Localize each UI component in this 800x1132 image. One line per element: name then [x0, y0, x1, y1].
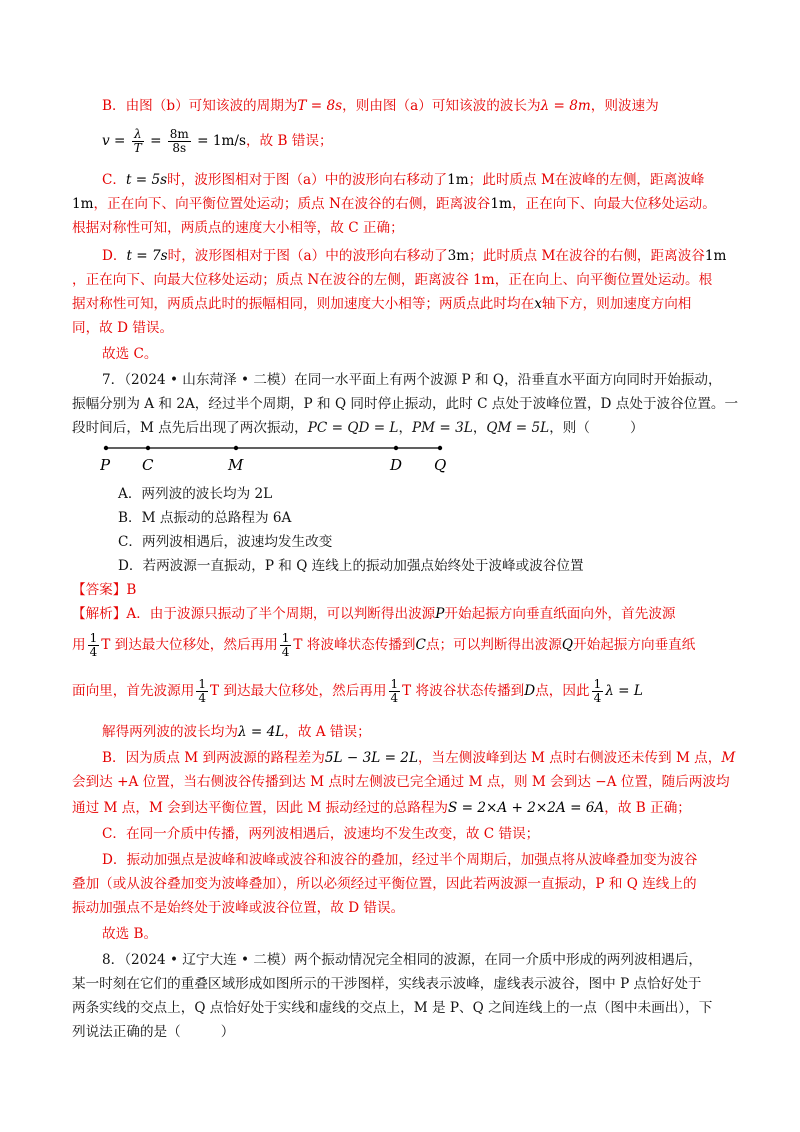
math: v =	[102, 133, 126, 149]
label-d: D	[390, 456, 403, 474]
point-m	[234, 446, 238, 450]
point-d	[394, 446, 398, 450]
fraction: $\frac{\lambda}{T}$	[133, 127, 142, 155]
analysis-line: B．因为质点 M 到两波源的路程差为5L − 3L = 2L，当左侧波峰到达 M 点时右侧波还未传到 M 点，M	[102, 750, 736, 766]
wave-source-line-diagram	[100, 440, 460, 476]
text-line: D．t = 7s时，波形图相对于图（a）中的波形向右移动了3m；此时质点 M在波谷的右侧，距离波谷1m	[102, 248, 727, 264]
analysis-line: 故选 B。	[102, 926, 158, 942]
question-line: 段时间后，M 点先后出现了两次振动，PC = QD = L，PM = 3L，QM = 5L，则（ ）	[72, 420, 644, 436]
text-line: ，正在向下、向最大位移处运动；质点 N在波谷的左侧，距离波谷 1m，正在向上、向平衡位置处运动。根	[72, 272, 713, 288]
math: T = 8s	[297, 98, 343, 114]
option-b: B．M 点振动的总路程为 6A	[118, 510, 292, 526]
point-q	[438, 446, 442, 450]
label-p: P	[100, 456, 111, 474]
analysis-line: 面向里，首先波源用 $\frac{1}{4}$ T 到达最大位移处，然后再用 $\frac{1}{4}$ T 将波谷状态传播到D点，因此 $\frac{1}{4}$ λ = L	[72, 677, 643, 705]
analysis-line: 解得两列波的波长均为λ = 4L，故 A 错误；	[102, 724, 371, 740]
text: ，故 B 错误；	[245, 133, 333, 149]
text: B．由图（b）可知该波的周期为	[102, 98, 298, 114]
analysis-line: 会到达 +A 位置，当右侧波谷传播到达 M 点时左侧波已完全通过 M 点，则 M 会到达 −A 位置，随后两波均	[72, 774, 730, 790]
math: =	[150, 133, 162, 149]
math: λ = 8m	[540, 98, 591, 114]
label-c: C	[142, 456, 154, 474]
point-c	[146, 446, 150, 450]
answer: 【答案】B	[72, 582, 137, 598]
text-line: 据对称性可知，两质点此时的振幅相同，则加速度大小相等；两质点此时均在x轴下方，则加速度方向相	[72, 296, 692, 312]
text-line: 故选 C。	[102, 346, 158, 362]
analysis-line: 振动加强点不是始终处于波峰或波谷位置，故 D 错误。	[72, 900, 405, 916]
analysis-line: 叠加（或从波谷叠加变为波峰叠加），所以必须经过平衡位置，因此若两波源一直振动，P 和 Q 连线上的	[72, 876, 697, 892]
analysis-line: 用 $\frac{1}{4}$ T 到达最大位移处，然后再用 $\frac{1}{4}$ T 将波峰状态传播到C点；可以判断得出波源Q开始起振方向垂直纸	[72, 631, 696, 659]
question-line: 某一时刻在它们的重叠区域形成如图所示的干涉图样，实线表示波峰，虚线表示波谷，图中 P 点恰好处于	[72, 976, 702, 992]
text-line: 根据对称性可知，两质点的速度大小相等，故 C 正确；	[72, 220, 404, 236]
label-m: M	[228, 456, 244, 474]
analysis-line: 通过 M 点，M 会到达平衡位置，因此 M 振动经过的总路程为S = 2×A + 2×2A = 6A，故 B 正确；	[72, 800, 691, 816]
analysis-line: D．振动加强点是波峰和波峰或波谷和波谷的叠加，经过半个周期后，加强点将从波峰叠加变为波谷	[102, 852, 698, 868]
formula-line	[102, 126, 333, 156]
label-q: Q	[434, 456, 447, 474]
text-line: 1m，正在向下、向平衡位置处运动；质点 N在波谷的右侧，距离波谷1m，正在向下、向最大位移处运动。	[72, 196, 716, 212]
fraction: $\frac{8m}{8s}$	[169, 127, 189, 155]
math: = 1m/s	[197, 133, 246, 149]
option-a: A．两列波的波长均为 2L	[118, 486, 273, 502]
text-line: 同，故 D 错误。	[72, 320, 174, 336]
question-line: 两条实线的交点上，Q 点恰好处于实线和虚线的交点上，M 是 P、Q 之间连线上的一点（图中未画出），下	[72, 1000, 713, 1016]
analysis-line: C．在同一介质中传播，两列波相遇后，波速均不发生改变，故 C 错误；	[102, 826, 540, 842]
text: ，则由图（a）可知该波的波长为	[342, 98, 541, 114]
option-c: C．两列波相遇后，波速均发生改变	[118, 534, 333, 550]
question-line: 8．（2024 • 辽宁大连 • 二模）两个振动情况完全相同的波源，在同一介质中形成的两列波相遇后，	[102, 952, 702, 968]
text: ，则波速为	[590, 98, 659, 114]
option-d: D．若两波源一直振动，P 和 Q 连线上的振动加强点始终处于波峰或波谷位置	[118, 558, 584, 574]
text-line	[102, 96, 659, 116]
question-line: 振幅分别为 A 和 2A，经过半个周期，P 和 Q 同时停止振动，此时 C 点处于波峰位置，D 点处于波谷位置。一	[72, 396, 739, 412]
text-line: C．t = 5s时，波形图相对于图（a）中的波形向右移动了1m；此时质点 M在波峰的左侧，距离波峰	[102, 172, 705, 188]
question-line: 列说法正确的是（ ）	[72, 1024, 235, 1040]
question-line: 7．（2024 • 山东菏泽 • 二模）在同一水平面上有两个波源 P 和 Q，沿垂直水平面方向同时开始振动，	[102, 372, 722, 388]
point-p	[104, 446, 108, 450]
analysis-line: 【解析】A．由于波源只振动了半个周期，可以判断得出波源P开始起振方向垂直纸面向外，首先波源	[72, 606, 676, 622]
